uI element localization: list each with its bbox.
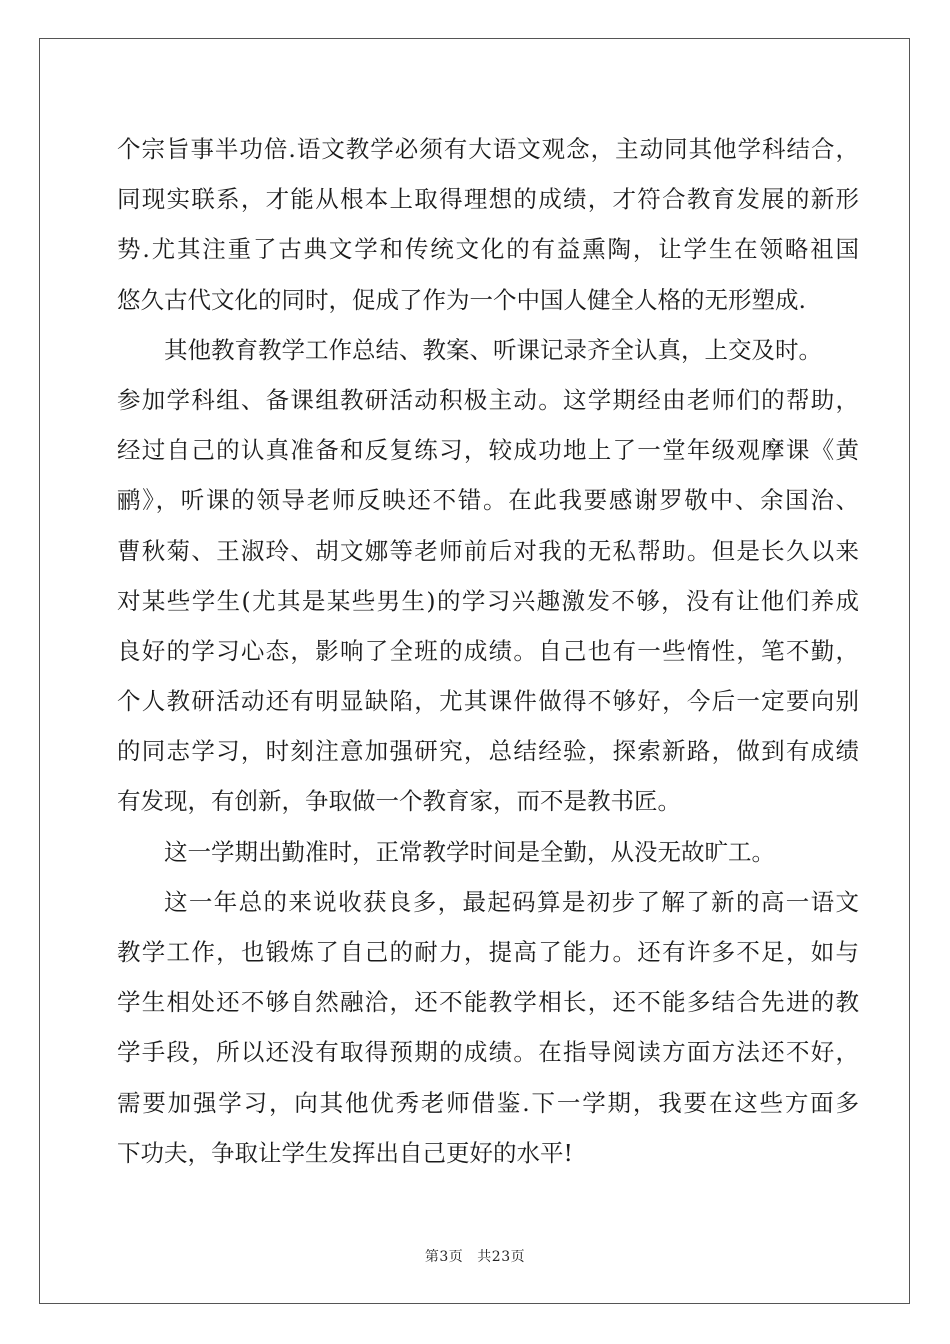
text-line: 对某些学生(尤其是某些男生)的学习兴趣激发不够，没有让他们养成 [117, 586, 859, 615]
text-line: 同现实联系，才能从根本上取得理想的成绩，才符合教育发展的新形 [117, 185, 859, 214]
text-line: 个宗旨事半功倍.语文教学必须有大语文观念，主动同其他学科结合， [117, 135, 859, 163]
text-line: 个人教研活动还有明显缺陷，尤其课件做得不够好，今后一定要向别 [117, 687, 859, 716]
text-line: 良好的学习心态，影响了全班的成绩。自己也有一些惰性，笔不勤， [117, 636, 859, 665]
text-line: 的同志学习，时刻注意加强研究，总结经验，探索新路，做到有成绩 [117, 737, 859, 766]
text-line: 鹂》，听课的领导老师反映还不错。在此我要感谢罗敬中、余国治、 [117, 486, 859, 515]
text-line: 学手段，所以还没有取得预期的成绩。在指导阅读方面方法还不好， [117, 1038, 859, 1067]
page-number: 第3页 [424, 1249, 464, 1265]
text-line: 这一年总的来说收获良多，最起码算是初步了解了新的高一语文 [164, 887, 859, 916]
text-line: 参加学科组、备课组教研活动积极主动。这学期经由老师们的帮助， [117, 385, 859, 414]
page-footer [0, 1246, 950, 1266]
total-pages: 共23页 [477, 1249, 526, 1265]
text-line: 教学工作，也锻炼了自己的耐力，提高了能力。还有许多不足，如与 [117, 938, 859, 966]
text-line: 经过自己的认真准备和反复练习，较成功地上了一堂年级观摩课《黄 [117, 436, 859, 465]
text-line: 其他教育教学工作总结、教案、听课记录齐全认真，上交及时。 [164, 335, 822, 364]
text-line: 下功夫，争取让学生发挥出自己更好的水平! [117, 1138, 573, 1167]
text-line: 学生相处还不够自然融洽，还不能教学相长，还不能多结合先进的教 [117, 988, 859, 1017]
paragraph [117, 877, 859, 1178]
text-line: 有发现，有创新，争取做一个教育家，而不是教书匠。 [117, 787, 681, 816]
text-line: 势.尤其注重了古典文学和传统文化的有益熏陶，让学生在领略祖国 [117, 235, 859, 264]
paragraph [117, 124, 859, 325]
paragraph [117, 827, 859, 877]
paragraph [117, 325, 859, 827]
text-line: 需要加强学习，向其他优秀老师借鉴.下一学期，我要在这些方面多 [117, 1088, 859, 1117]
text-line: 这一学期出勤准时，正常教学时间是全勤，从没无故旷工。 [164, 837, 775, 866]
document-body [117, 124, 859, 1178]
text-line: 悠久古代文化的同时，促成了作为一个中国人健全人格的无形塑成. [117, 285, 806, 314]
text-line: 曹秋菊、王淑玲、胡文娜等老师前后对我的无私帮助。但是长久以来 [117, 536, 859, 565]
